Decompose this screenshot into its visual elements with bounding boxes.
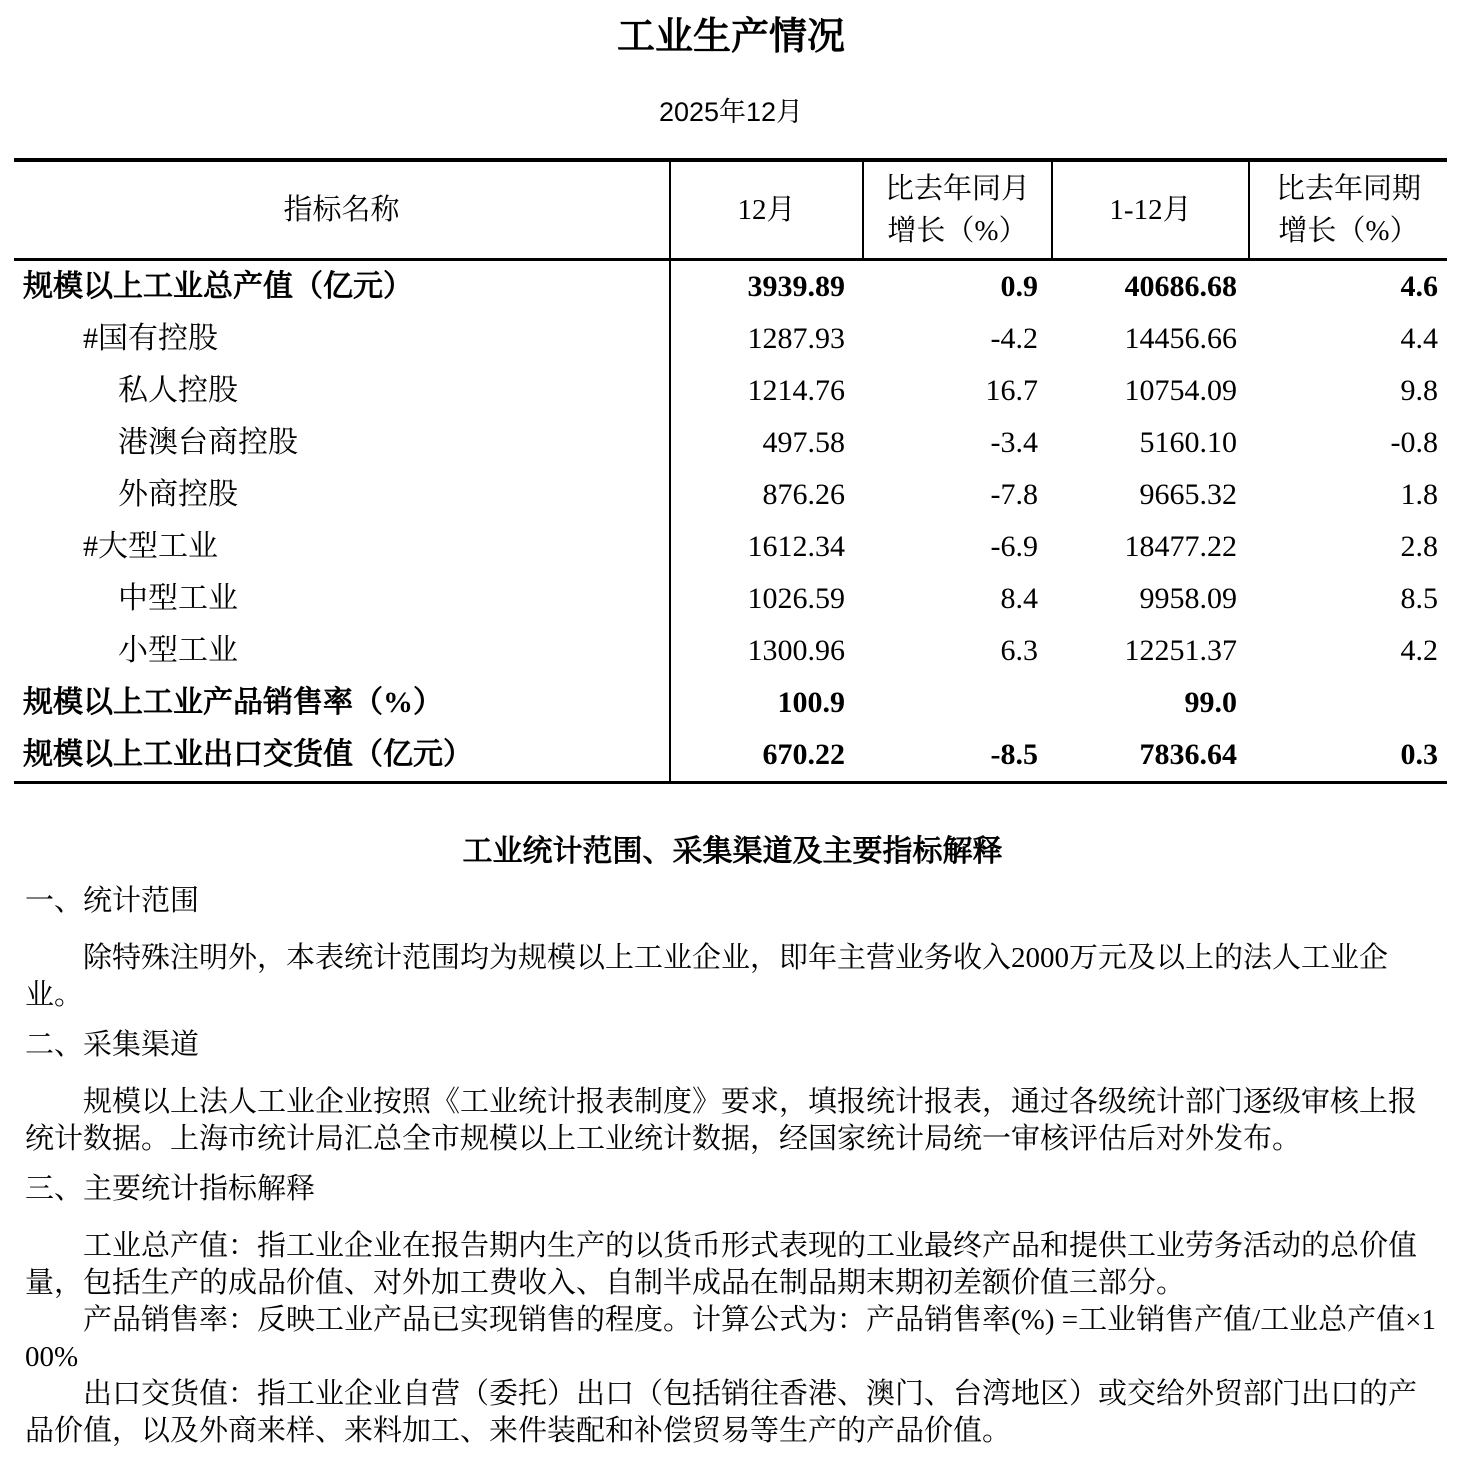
- notes-body: [25, 883, 1440, 1450]
- value-cell: 7836.64: [1139, 737, 1237, 771]
- value-cell: -0.8: [1390, 425, 1438, 459]
- value-cell: 12251.37: [1124, 633, 1237, 667]
- value-cell: 1214.76: [747, 373, 845, 407]
- report-period: 2025年12月: [658, 96, 804, 127]
- value-cell: 18477.22: [1124, 529, 1237, 563]
- value-cell: 5160.10: [1139, 425, 1237, 459]
- value-cell: 2.8: [1400, 529, 1438, 563]
- indicator-name-cell: 外商控股: [14, 469, 670, 521]
- table-row: [14, 259, 1447, 313]
- value-cell: [1249, 677, 1447, 729]
- column-header: 指标名称: [14, 160, 670, 260]
- indicator-name-cell: 小型工业: [14, 625, 670, 677]
- value-cell: 4.4: [1400, 321, 1438, 355]
- indicator-name-cell: 规模以上工业总产值（亿元）: [14, 259, 670, 313]
- table-row: [14, 625, 1447, 677]
- indicators-table: [14, 158, 1447, 784]
- note-paragraph: 除特殊注明外，本表统计范围均为规模以上工业企业，即年主营业务收入2000万元及以上的法人工业企业。: [25, 941, 1389, 1011]
- table-row: [14, 417, 1447, 469]
- indicator-name-cell: 中型工业: [14, 573, 670, 625]
- value-cell: 9665.32: [1139, 477, 1237, 511]
- value-cell: 1026.59: [747, 581, 845, 615]
- value-cell: 1612.34: [747, 529, 845, 563]
- report-page: [0, 14, 1462, 1450]
- table-row: [14, 573, 1447, 625]
- value-cell: 4.2: [1400, 633, 1438, 667]
- value-cell: 8.5: [1400, 581, 1438, 615]
- table-row: [14, 521, 1447, 573]
- column-header: 12月: [670, 160, 863, 260]
- value-cell: 1.8: [1400, 477, 1438, 511]
- value-cell: 0.3: [1400, 737, 1438, 771]
- table-row: [14, 365, 1447, 417]
- note-paragraph: 出口交货值：指工业企业自营（委托）出口（包括销往香港、澳门、台湾地区）或交给外贸部门出口的产品价值，以及外商来样、来料加工、来件装配和补偿贸易等生产的产品价值。: [25, 1377, 1418, 1447]
- value-cell: 876.26: [762, 477, 845, 511]
- value-cell: 4.6: [1400, 269, 1438, 303]
- note-paragraph: 规模以上法人工业企业按照《工业统计报表制度》要求，填报统计报表，通过各级统计部门逐级审核上报统计数据。上海市统计局汇总全市规模以上工业统计数据，经国家统计局统一审核评估后对外发布。: [25, 1085, 1418, 1155]
- value-cell: 3939.89: [747, 269, 845, 303]
- value-cell: -8.5: [990, 737, 1038, 771]
- value-cell: 8.4: [1000, 581, 1038, 615]
- value-cell: 0.9: [1000, 269, 1038, 303]
- note-section-title: 二、采集渠道: [25, 1028, 200, 1061]
- value-cell: 16.7: [985, 373, 1038, 407]
- table-row: [14, 729, 1447, 783]
- value-cell: 9958.09: [1139, 581, 1237, 615]
- notes-heading: 工业统计范围、采集渠道及主要指标解释: [462, 834, 1003, 868]
- note-paragraph: 产品销售率：反映工业产品已实现销售的程度。计算公式为：产品销售率(%) =工业销售产值/工业总产值×100%: [25, 1303, 1436, 1373]
- indicator-name-cell: 规模以上工业产品销售率（%）: [14, 677, 670, 729]
- value-cell: -3.4: [990, 425, 1038, 459]
- value-cell: [863, 677, 1052, 729]
- column-header: 比去年同期 增长（%）: [1249, 160, 1447, 260]
- value-cell: -4.2: [990, 321, 1038, 355]
- value-cell: 1300.96: [747, 633, 845, 667]
- note-section-title: 三、主要统计指标解释: [25, 1172, 316, 1205]
- value-cell: 10754.09: [1124, 373, 1237, 407]
- value-cell: -7.8: [990, 477, 1038, 511]
- indicator-name-cell: 私人控股: [14, 365, 670, 417]
- table-header-row: [14, 160, 1447, 260]
- value-cell: 670.22: [762, 737, 845, 771]
- note-paragraph: 工业总产值：指工业企业在报告期内生产的以货币形式表现的工业最终产品和提供工业劳务活动的总价值量，包括生产的成品价值、对外加工费收入、自制半成品在制品期末期初差额价值三部分。: [25, 1229, 1418, 1299]
- value-cell: 1287.93: [747, 321, 845, 355]
- value-cell: 99.0: [1184, 685, 1237, 719]
- indicator-name-cell: 港澳台商控股: [14, 417, 670, 469]
- table-row: [14, 469, 1447, 521]
- table-row: [14, 313, 1447, 365]
- value-cell: 14456.66: [1124, 321, 1237, 355]
- indicator-name-cell: #大型工业: [14, 521, 670, 573]
- value-cell: 9.8: [1400, 373, 1438, 407]
- column-header: 比去年同月 增长（%）: [863, 160, 1052, 260]
- value-cell: -6.9: [990, 529, 1038, 563]
- notes-section: [25, 834, 1440, 1450]
- value-cell: 40686.68: [1124, 269, 1237, 303]
- value-cell: 497.58: [762, 425, 845, 459]
- indicator-name-cell: 规模以上工业出口交货值（亿元）: [14, 729, 670, 783]
- column-header: 1-12月: [1052, 160, 1249, 260]
- note-section-title: 一、统计范围: [25, 884, 200, 917]
- table-row: [14, 677, 1447, 729]
- page-title: 工业生产情况: [616, 16, 845, 58]
- value-cell: 6.3: [1000, 633, 1038, 667]
- value-cell: 100.9: [777, 685, 845, 719]
- indicator-name-cell: #国有控股: [14, 313, 670, 365]
